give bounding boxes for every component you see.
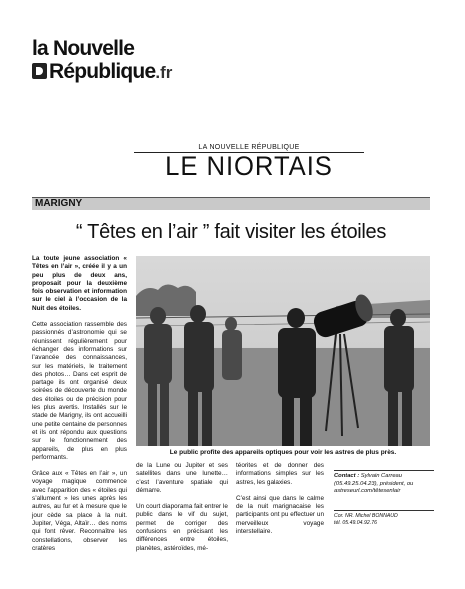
photo-illustration: [136, 256, 430, 446]
logo-line-2: [32, 60, 172, 85]
newspaper-logo: [32, 38, 272, 90]
logo-suffix: .fr: [155, 63, 173, 82]
article-lede: La toute jeune association « Têtes en l’air », créée il y a un peu plus de deux ans, proposait pour la deuxième fois observation et information sur le ciel à l’occasion de la Nuit des étoiles.: [32, 255, 127, 312]
masthead-publisher: LA NOUVELLE RÉPUBLIQUE: [134, 144, 364, 153]
article-paragraph: C’est ainsi que dans le calme de la nuit marignacaise les participants ont pu effectuer un merveilleux voyage interstellaire.: [236, 494, 324, 536]
article-paragraph: Un court diaporama fait entrer le public dans le vif du sujet, permet de corriger des confusions en précisant les différences entre étoiles, planètes, astéroïdes, mé-: [136, 503, 228, 552]
article-column-left: [32, 255, 127, 561]
contact-name: Sylvain Carreau: [360, 473, 402, 479]
contact-label: Contact :: [334, 473, 360, 479]
correspondent-credit: [334, 510, 434, 526]
article-column-middle: [136, 462, 228, 561]
photo-caption: Le public profite des appareils optiques pour voir les astres de plus près.: [169, 449, 397, 456]
article-column-right: [236, 462, 324, 544]
correspondent-name: Cor. NR. Michel BONNAUD: [334, 513, 398, 519]
correspondent-phone: tél. 05.49.04.92.76: [334, 519, 377, 526]
section-label: MARIGNY: [35, 198, 83, 209]
article-photo: [136, 256, 430, 446]
article-paragraph: de la Lune ou Jupiter et ses satellites dans une lunette… c’est l’aventure spatiale qui démarre.: [136, 462, 228, 494]
logo-line-1: la Nouvelle: [32, 37, 135, 60]
article-paragraph: téorites et de donner des informations simples sur les astres, les galaxies.: [236, 462, 324, 486]
logo-line-2-text: République: [49, 60, 156, 83]
contact-details: (05.49.25.04.23), président, ou astreseurl.com/têtesenlair: [334, 480, 414, 494]
article-paragraph: Cette association rassemble des passionnés d’astronomie qui se réunissent régulièrement pour échanger des informations sur l’avancée des connaissances, sur les matériels, le traitement des photos… Dans cet esprit de partage ils ont organisé deux soirées de découverte du monde des étoiles ou de précision pour les plus avertis. Installés sur le stade de Marigny, ils ont accueilli une petite centaine de personnes et ils ont répondu aux questions sur le fonctionnement des appareils, de plus en plus performants.: [32, 321, 127, 461]
section-bar: [32, 197, 430, 210]
logo-mark-icon: [32, 63, 47, 79]
masthead-title: LE NIORTAIS: [165, 151, 333, 181]
article-headline: “ Têtes en l’air ” fait visiter les étoiles: [75, 221, 387, 243]
contact-box: [334, 470, 434, 496]
article-paragraph: Grâce aux « Têtes en l’air », un voyage magique commence avec l’apparition des « étoiles qui s’allument » les unes après les autres, au fur et à mesure que le jour cède sa place à la nuit. Jupiter, Véga, Altaïr… des noms qui font rêver. Reconnaître les constellations, observer les cratères: [32, 470, 127, 552]
